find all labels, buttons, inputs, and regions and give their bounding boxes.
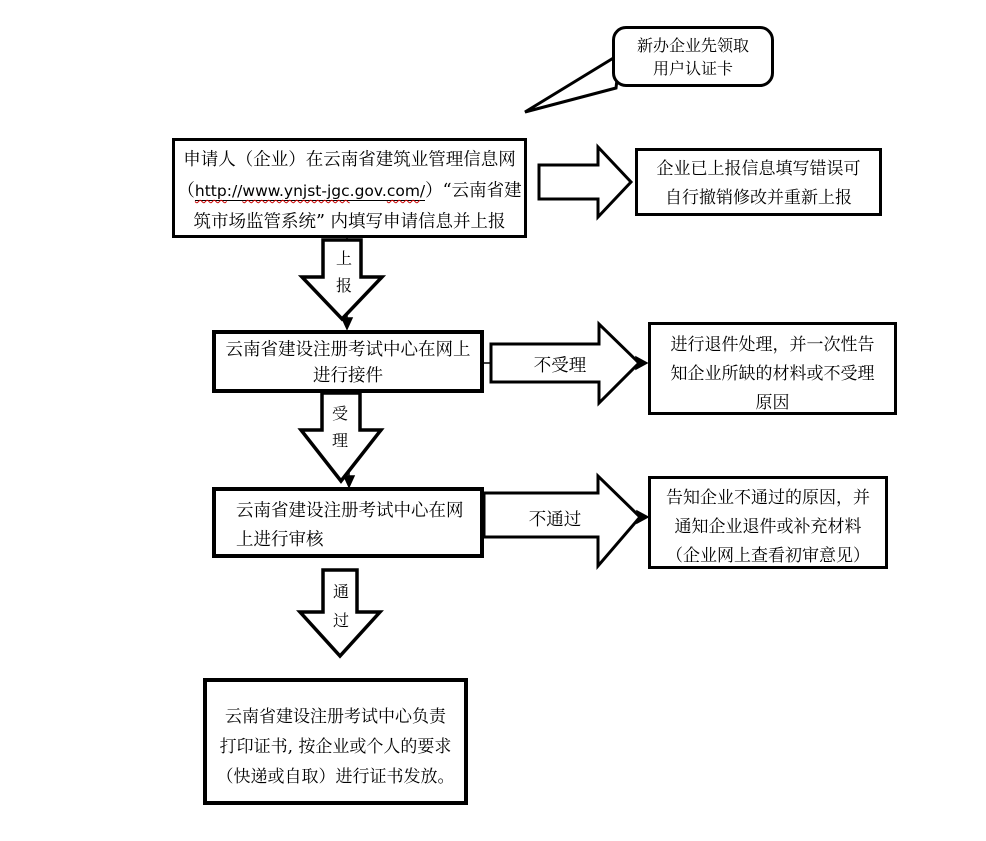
- paren-open: （: [177, 181, 195, 201]
- block-arrow-resubmit: [539, 147, 631, 217]
- line2-suffix: ）“云南省建: [425, 181, 522, 201]
- url-part: http: [194, 182, 227, 200]
- callout-line: 用户认证卡: [652, 59, 733, 78]
- box-line: 告知企业不通过的原因，并: [666, 488, 870, 508]
- outcome-box-reject-receive: [648, 322, 897, 415]
- box-line: 云南省建设注册考试中心在网: [236, 501, 464, 521]
- callout-bubble: [612, 26, 774, 87]
- box-line: 原因: [755, 393, 790, 413]
- box-line: 进行接件: [313, 366, 383, 386]
- box-line-with-url: [175, 176, 524, 207]
- process-box-receive: [212, 330, 484, 393]
- box-line: 云南省建设注册考试中心在网上: [225, 340, 471, 360]
- process-box-review: [212, 487, 484, 558]
- arrow-label-not-accept: 不受理: [533, 356, 587, 376]
- website-url[interactable]: [195, 182, 425, 201]
- arrow-label-upload: 上报: [335, 249, 352, 295]
- box-line: 知企业所缺的材料或不受理: [670, 364, 875, 384]
- url-part: ://: [226, 182, 243, 200]
- process-box-issue: [203, 678, 468, 805]
- box-line: 申请人（企业）在云南省建筑业管理信息网: [183, 150, 516, 170]
- box-line: （企业网上查看初审意见）: [666, 546, 870, 566]
- arrow-label-pass: 通过: [332, 582, 349, 630]
- outcome-box-resubmit: [635, 148, 882, 216]
- callout-tail: [525, 54, 620, 112]
- box-line: （快递或自取）进行证书发放。: [216, 767, 455, 787]
- outcome-box-reject-review: [648, 476, 888, 569]
- box-line: 筑市场监管系统” 内填写申请信息并上报: [193, 212, 506, 232]
- box-line: 进行退件处理，并一次性告: [670, 335, 875, 355]
- callout-line: 新办企业先领取: [636, 36, 749, 55]
- url-part: /: [419, 182, 426, 200]
- arrow-label-not-pass: 不通过: [528, 510, 582, 530]
- box-line: 通知企业退件或补充材料: [674, 517, 862, 537]
- box-line: 企业已上报信息填写错误可: [656, 159, 861, 179]
- process-box-apply: [172, 138, 527, 238]
- url-part: .gov.: [349, 182, 387, 200]
- url-part: www.ynjst-jgc: [242, 182, 350, 200]
- arrow-label-accept: 受理: [331, 404, 348, 450]
- box-line: 打印证书, 按企业或个人的要求: [219, 737, 452, 757]
- url-part: com: [386, 182, 420, 200]
- box-line: 自行撤销修改并重新上报: [665, 188, 852, 208]
- box-line: 云南省建设注册考试中心负责: [225, 707, 446, 727]
- box-line: 上进行审核: [236, 530, 324, 550]
